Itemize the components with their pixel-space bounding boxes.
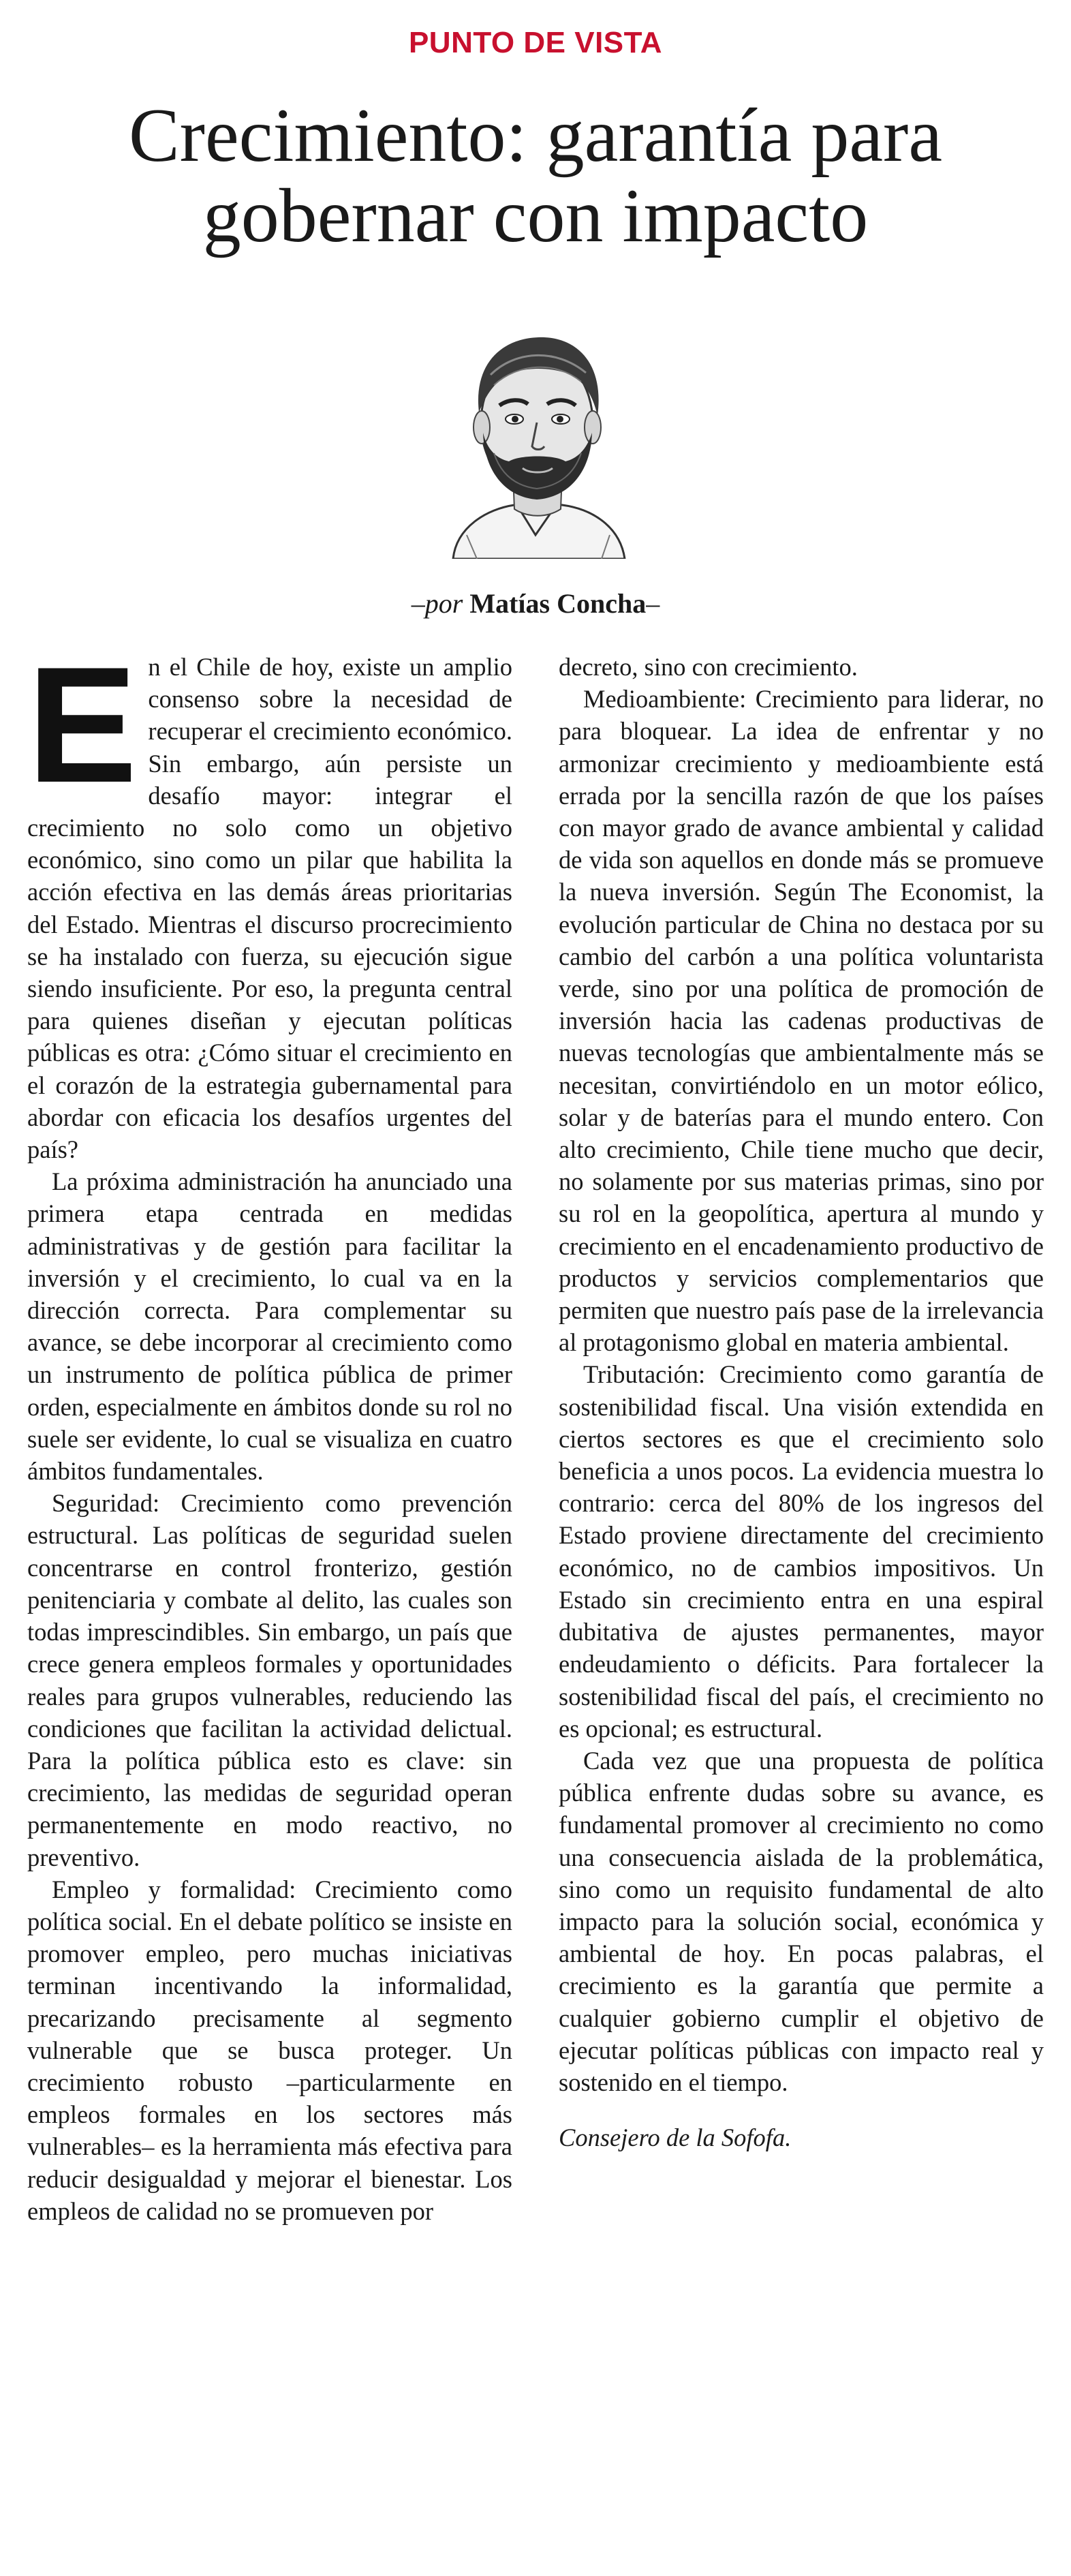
drop-cap: E: [27, 633, 138, 817]
paragraph-tributacion: Tributación: Crecimiento como garantía de sostenibilidad fiscal. Una visión extendida en ciertos sectores es que el crecimiento solo beneficia a unos pocos. La evidencia muestra lo contrario: cerca del 80% de los ingresos del Estado proviene directamente del crecimiento económico, no de cambios impositivos. Un Estado sin crecimiento entra en una espiral dubitativa de ajustes permanentes, mayor endeudamiento o déficits. Para fortalecer la sostenibilidad fiscal del país, el crecimiento no es opcional; es estructural.: [559, 1360, 1044, 1743]
article-column-left: [27, 633, 512, 2227]
section-label: PUNTO DE VISTA: [408, 26, 663, 59]
author-name: Matías Concha: [469, 588, 647, 619]
paragraph-seguridad: Seguridad: Crecimiento como prevención estructural. Las políticas de seguridad suelen concentrarse en control fronterizo, gestión penitenciaria y combate al delito, las cuales son todas imprescindibles. Sin embargo, un país que crece genera empleos formales y oportunidades reales para grupos vulnerables, reduciendo las condiciones que facilitan la actividad delictual. Para la política pública esto es clave: sin crecimiento, las medidas de seguridad operan permanentemente en modo reactivo, no preventivo.: [27, 1489, 512, 1871]
byline-suffix: –: [646, 588, 660, 619]
headline: Crecimiento: garantía para gobernar con impacto: [128, 93, 943, 258]
author-signature: Consejero de la Sofofa.: [559, 2123, 792, 2152]
paragraph-empleo: Empleo y formalidad: Crecimiento como política social. En el debate político se insiste en promover empleo, pero muchas iniciativas terminan incentivando la informalidad, precarizando precisamente al segmento vulnerable que se busca proteger. Un crecimiento robusto –particularmente en empleos formales en los sectores más vulnerables– es la herramienta más efectiva para reducir desigualdad y mejorar el bienestar. Los empleos de calidad no se promueven por: [27, 1875, 512, 2225]
paragraph-medioambiente: Medioambiente: Crecimiento para liderar, no para bloquear. La idea de enfrentar y no armonizar crecimiento y medioambiente está errada por la sencilla razón de que los países con mayor grado de avance ambiental y calidad de vida son aquellos en donde más se promueve la nueva inversión. Según The Economist, la evolución particular de China no destaca por su cambio del carbón a una política voluntarista verde, sino por una política de promoción de inversión hacia las cadenas productivas de nuevas tecnologías que ambientalmente más se necesitan, convirtiéndolo en un motor eólico, solar y de baterías para el mundo entero. Con alto crecimiento, Chile tiene mucho que decir, no solamente por sus materias primas, sino por su rol en la geopolítica, apertura al mundo y crecimiento en el encadenamiento productivo de productos y servicios complementarios que permiten que nuestro país pase de la irrelevancia al protagonismo global en materia ambiental.: [559, 685, 1044, 1357]
article-column-right: [559, 651, 1044, 2153]
paragraph-intro: [27, 633, 512, 1165]
byline: [0, 587, 1071, 619]
author-portrait-icon: [426, 310, 645, 559]
paragraph-conclusion: Cada vez que una propuesta de política pública enfrente dudas sobre su avance, es fundamental promover al crecimiento no como una consecuencia aislada de la problemática, sino como un requisito fundamental de alto impacto para la solución social, económica y ambiental de hoy. En pocas palabras, el crecimiento es la garantía que permite a cualquier gobierno cumplir el objetivo de ejecutar políticas públicas con impacto real y sostenido en el tiempo.: [559, 1746, 1044, 2096]
byline-prefix: –por: [411, 588, 470, 619]
paragraph-empleo-continued: decreto, sino con crecimiento.: [559, 653, 858, 681]
paragraph-intro-text: n el Chile de hoy, existe un amplio consenso sobre la necesidad de recuperar el crecimiento económico. Sin embargo, aún persiste un desafío mayor: integrar el crecimiento no solo como un objetivo económico, sino como un pilar que habilita la acción efectiva en las demás áreas prioritarias del Estado. Mientras el discurso procrecimiento se ha instalado con fuerza, su ejecución sigue siendo insuficiente. Por eso, la pregunta central para quienes diseñan y ejecutan políticas públicas es otra: ¿Cómo situar el crecimiento en el corazón de la estrategia gubernamental para abordar con eficacia los desafíos urgentes del país?: [27, 653, 512, 1164]
paragraph-administracion: La próxima administración ha anunciado una primera etapa centrada en medidas administrativas y de gestión para facilitar la inversión y el crecimiento, lo cual va en la dirección correcta. Para complementar su avance, se debe incorporar al crecimiento como un instrumento de política pública de primer orden, especialmente en ámbitos donde su rol no suele ser evidente, lo cual se visualiza en cuatro ámbitos fundamentales.: [27, 1167, 512, 1486]
